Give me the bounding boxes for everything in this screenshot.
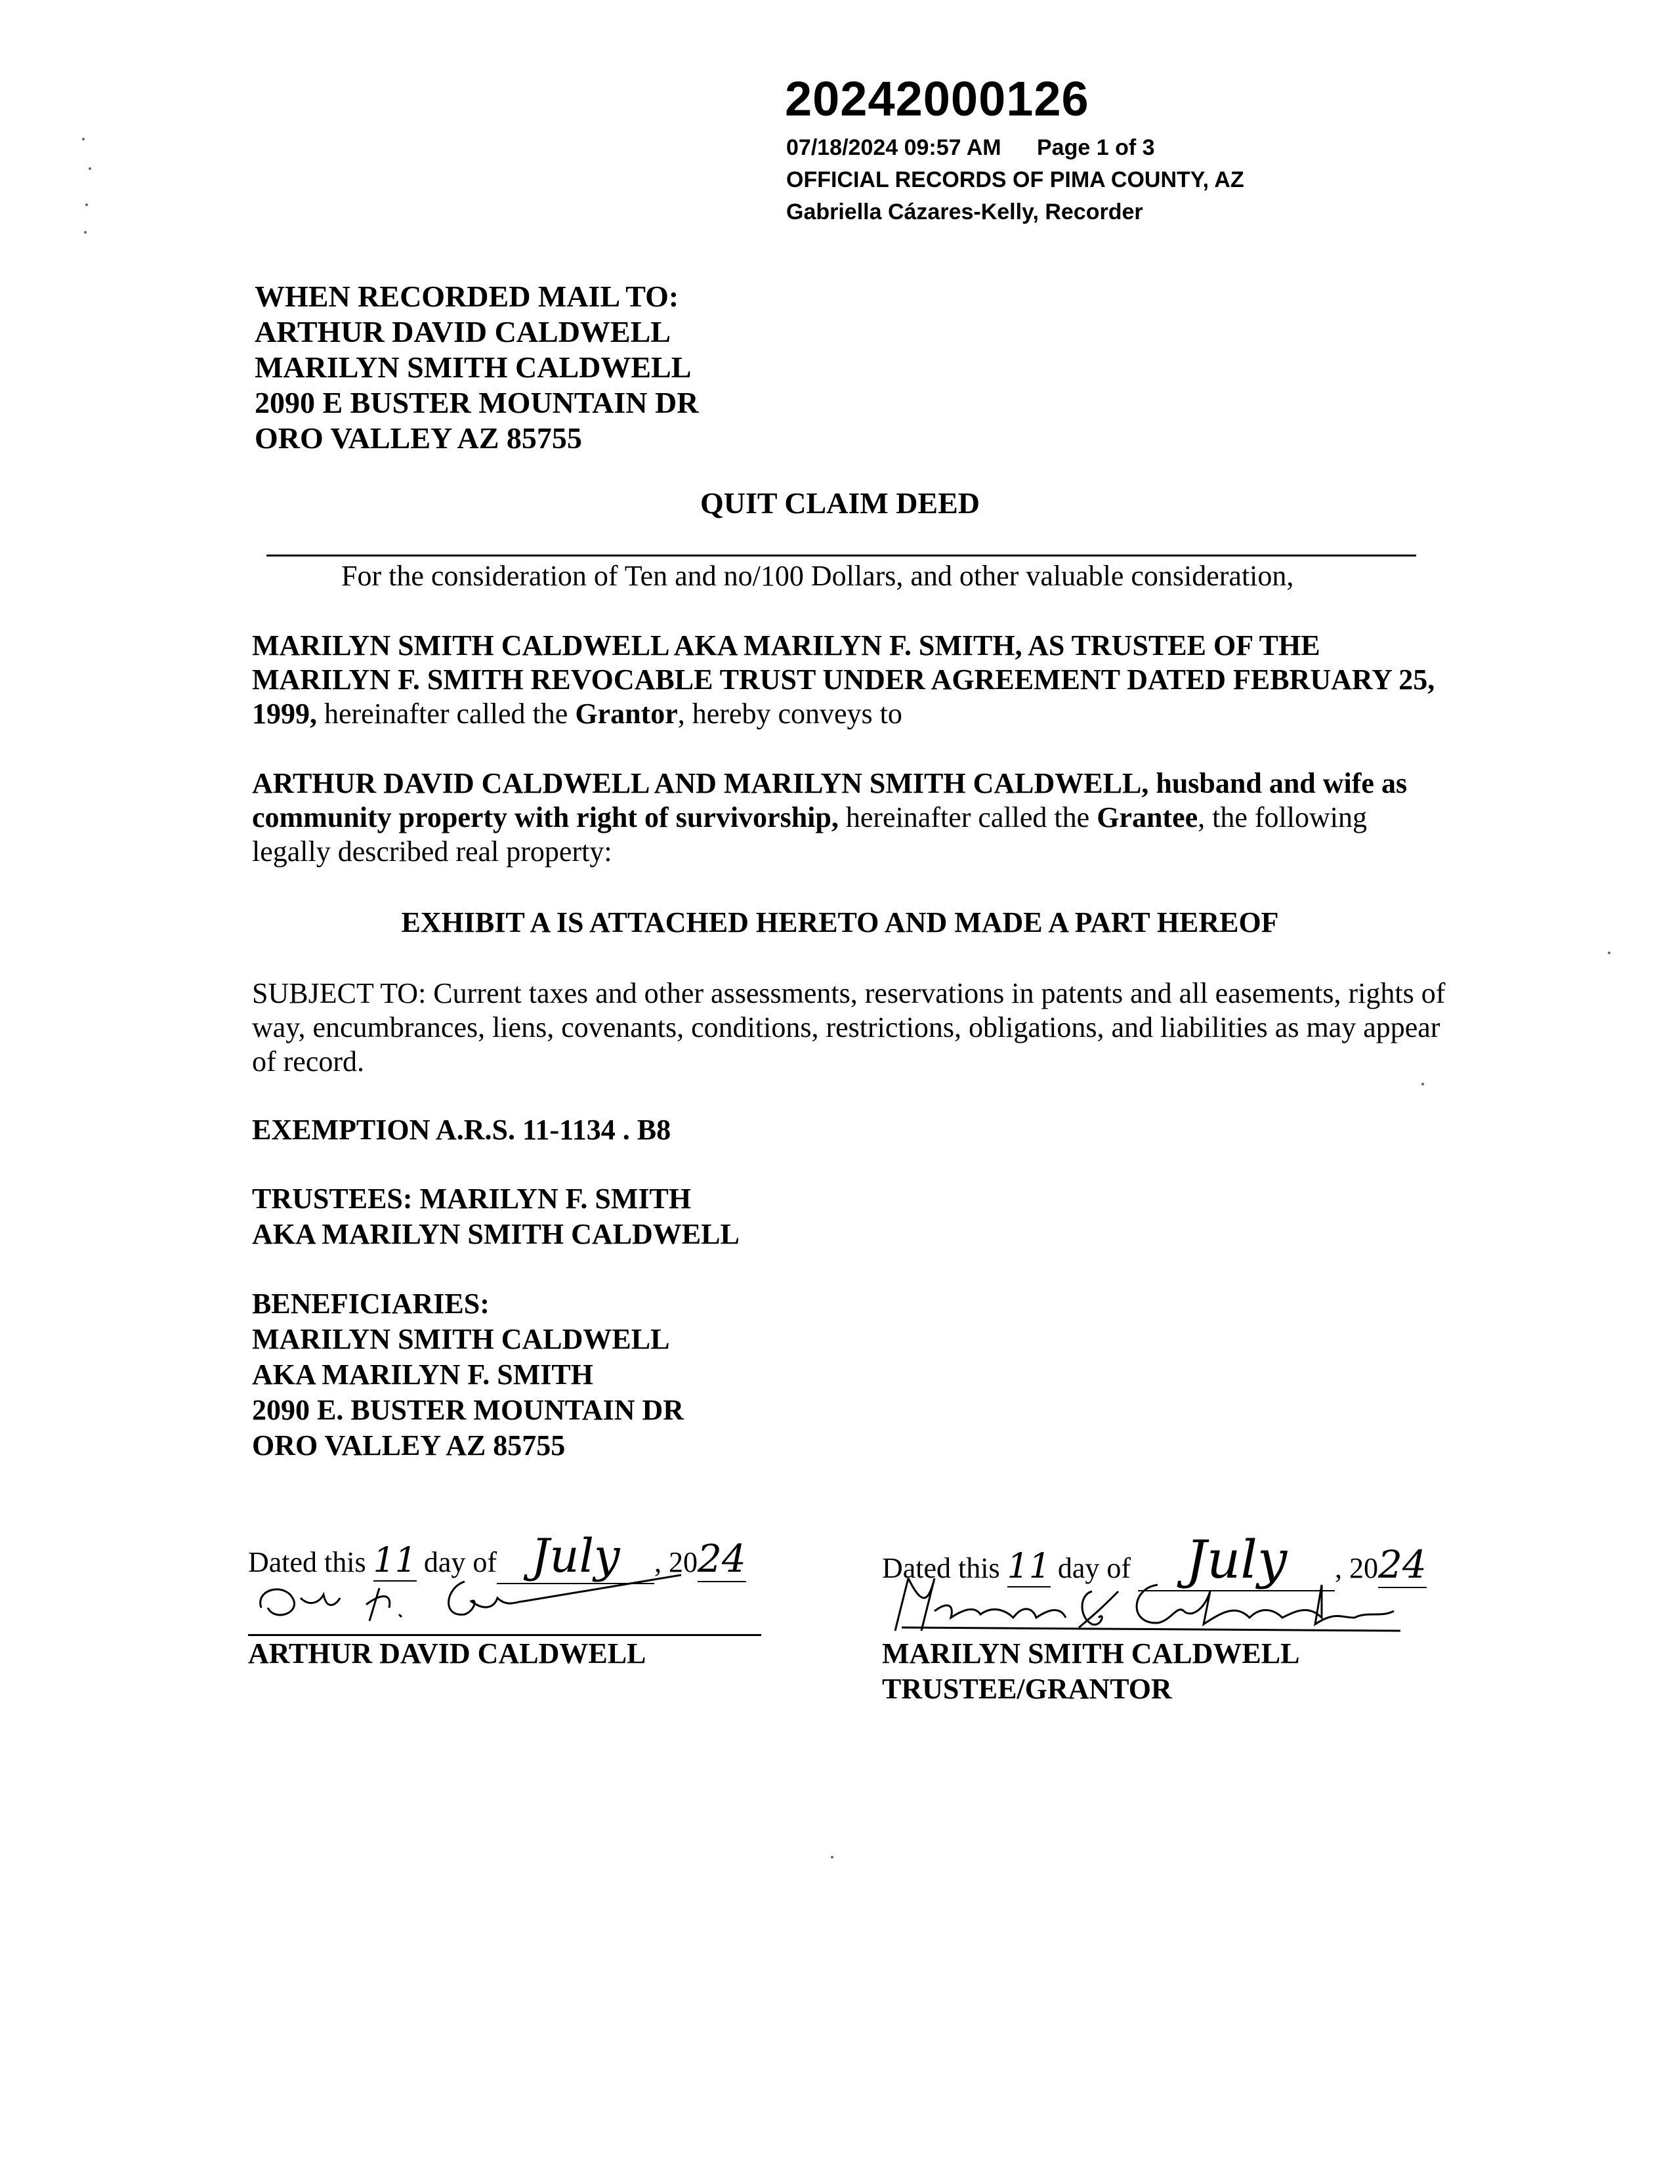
grantee-text-end: , the following legally described real property: bbox=[252, 801, 1367, 868]
scan-speck bbox=[82, 138, 85, 140]
grantor-text: hereinafter called the bbox=[317, 698, 576, 730]
exemption-line: EXEMPTION A.R.S. 11-1134 . B8 bbox=[252, 1114, 671, 1146]
left-dated-middle: day of bbox=[423, 1546, 497, 1578]
grantee-details: ARTHUR DAVID CALDWELL AND MARILYN SMITH CALDWELL, husband and wife as community property with right of survivorship, bbox=[252, 767, 1408, 833]
mail-to-line: 2090 E BUSTER MOUNTAIN DR bbox=[255, 386, 699, 419]
beneficiaries-heading: BENEFICIARIES: bbox=[252, 1288, 490, 1320]
recording-recorder: Gabriella Cázares-Kelly, Recorder bbox=[786, 200, 1143, 224]
scan-speck bbox=[1421, 1083, 1424, 1085]
recording-number: 20242000126 bbox=[785, 72, 1089, 126]
mail-to-line: ORO VALLEY AZ 85755 bbox=[255, 421, 582, 455]
grantor-text-end: , hereby conveys to bbox=[677, 698, 902, 730]
right-month: July bbox=[1138, 1529, 1335, 1591]
right-signer-name: MARILYN SMITH CALDWELL bbox=[882, 1637, 1300, 1670]
marilyn-signature bbox=[882, 1565, 1420, 1637]
title-rule bbox=[266, 555, 1416, 556]
left-signer-name: ARTHUR DAVID CALDWELL bbox=[248, 1637, 646, 1670]
grantee-word: Grantee bbox=[1097, 801, 1198, 833]
beneficiary-line: 2090 E. BUSTER MOUNTAIN DR bbox=[252, 1394, 684, 1426]
recording-page: Page 1 of 3 bbox=[1037, 135, 1155, 160]
grantee-text: hereinafter called the bbox=[838, 801, 1097, 833]
beneficiary-line: MARILYN SMITH CALDWELL bbox=[252, 1323, 670, 1355]
left-month: July bbox=[497, 1529, 654, 1584]
scan-speck bbox=[1608, 952, 1610, 954]
scan-speck bbox=[84, 231, 87, 234]
mail-to-line: MARILYN SMITH CALDWELL bbox=[255, 350, 692, 384]
scan-speck bbox=[85, 203, 88, 206]
subject-to-paragraph: SUBJECT TO: Current taxes and other assessments, reservations in patents and all easements, rights of way, encumbrances, liens, covenants, conditions, restrictions, obligations, and liabilities as may appear of record. bbox=[252, 977, 1446, 1078]
left-signature-line bbox=[248, 1634, 761, 1636]
right-day: 11 bbox=[1007, 1547, 1051, 1586]
left-day: 11 bbox=[373, 1541, 417, 1580]
exhibit-note: EXHIBIT A IS ATTACHED HERETO AND MADE A PART HEREOF bbox=[401, 906, 1279, 938]
right-dated-prefix: Dated this bbox=[882, 1552, 1000, 1584]
document-title: QUIT CLAIM DEED bbox=[700, 486, 980, 520]
recording-office: OFFICIAL RECORDS OF PIMA COUNTY, AZ bbox=[786, 167, 1244, 192]
left-year-suffix: 24 bbox=[698, 1536, 746, 1581]
scan-speck bbox=[831, 1856, 833, 1858]
right-year-prefix: , 20 bbox=[1335, 1552, 1378, 1584]
left-year-prefix: , 20 bbox=[654, 1546, 698, 1578]
grantor-word: Grantor bbox=[575, 698, 678, 730]
consideration-text: For the consideration of Ten and no/100 Dollars, and other valuable consideration, bbox=[341, 560, 1294, 592]
trustees-line: TRUSTEES: MARILYN F. SMITH bbox=[252, 1183, 692, 1215]
right-signer-role: TRUSTEE/GRANTOR bbox=[882, 1673, 1172, 1705]
grantor-paragraph bbox=[252, 629, 1440, 731]
grantee-paragraph bbox=[252, 766, 1440, 869]
trustees-line: AKA MARILYN SMITH CALDWELL bbox=[252, 1218, 740, 1250]
right-dated-middle: day of bbox=[1057, 1552, 1131, 1584]
mail-to-heading: WHEN RECORDED MAIL TO: bbox=[255, 280, 679, 313]
beneficiary-line: AKA MARILYN F. SMITH bbox=[252, 1358, 593, 1391]
scan-speck bbox=[89, 167, 91, 170]
arthur-signature bbox=[248, 1562, 707, 1634]
recording-datetime: 07/18/2024 09:57 AM bbox=[786, 135, 1001, 160]
grantor-details: MARILYN SMITH CALDWELL AKA MARILYN F. SMITH, AS TRUSTEE OF THE MARILYN F. SMITH REVOCABLE TRUST UNDER AGREEMENT DATED FEBRUARY 25, 1999, bbox=[252, 629, 1435, 730]
left-dated-prefix: Dated this bbox=[248, 1546, 366, 1578]
mail-to-line: ARTHUR DAVID CALDWELL bbox=[255, 315, 671, 348]
right-year-suffix: 24 bbox=[1378, 1542, 1427, 1587]
beneficiary-line: ORO VALLEY AZ 85755 bbox=[252, 1429, 566, 1461]
